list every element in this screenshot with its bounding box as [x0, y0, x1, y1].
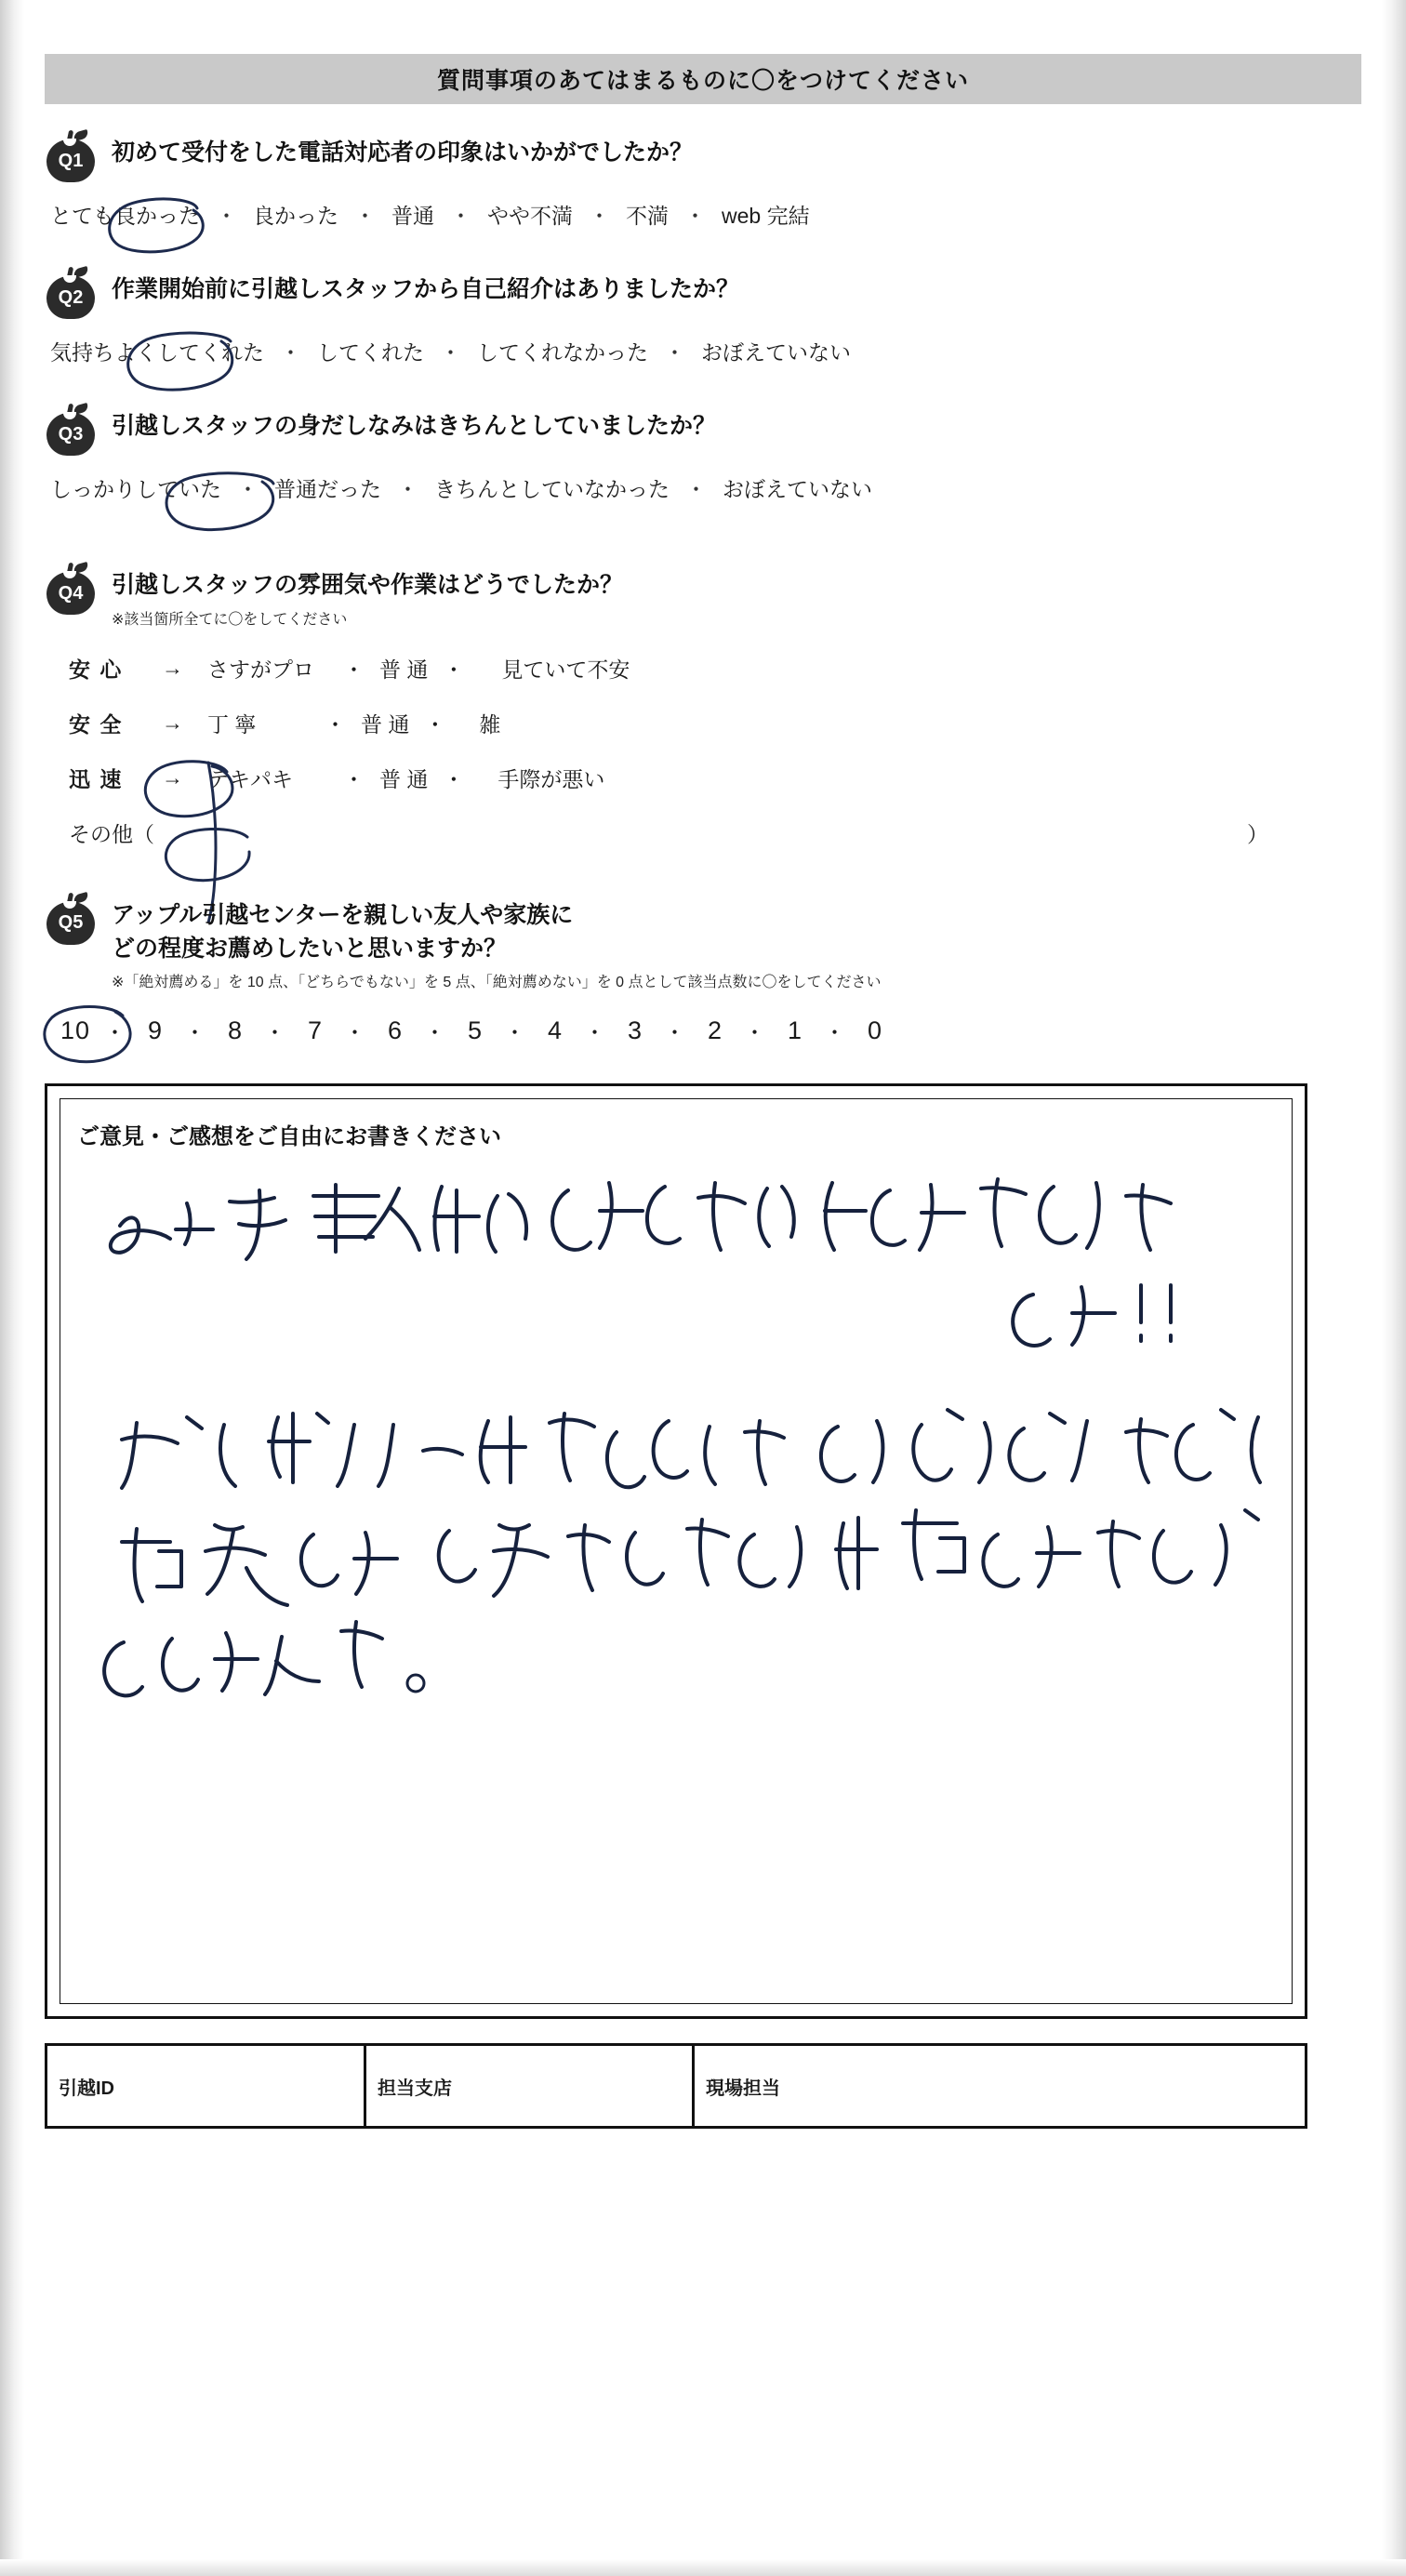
matrix-label-anzen: 安 全	[69, 711, 124, 737]
matrix-option-anshin-2[interactable]: 見ていて不安	[501, 657, 630, 682]
scan-edge-bottom	[0, 2559, 1406, 2576]
footer-id-label: 引越ID	[59, 2078, 114, 2099]
question-block-q1	[45, 136, 1361, 230]
score-scale-q5: 10 ・ 9 ・ 8 ・ 7 ・ 6 ・ 5 ・ 4 ・ 3 ・ 2 ・ 1 ・ 0	[60, 1016, 1361, 1046]
question-number-q5: Q5	[58, 912, 84, 934]
question-block-q3	[45, 409, 1361, 503]
question-note-q4: ※該当箇所全てに〇をしてください	[112, 611, 348, 628]
arrow-icon: →	[162, 710, 183, 735]
question-number-q2: Q2	[58, 286, 84, 308]
score-option-7[interactable]: 7	[307, 1016, 324, 1045]
footer-staff-label: 現場担当	[706, 2078, 780, 2099]
arrow-icon: →	[162, 764, 183, 790]
matrix-option-anshin-1[interactable]: 普 通	[379, 657, 429, 682]
option-q2-3[interactable]: おぼえていない	[701, 340, 851, 365]
question-text-q2: 作業開始前に引越しスタッフから自己紹介はありましたか？	[112, 276, 740, 302]
option-q3-2[interactable]: きちんとしていなかった	[434, 477, 670, 501]
question-text-q5-line1: アップル引越センターを親しい友人や家族に	[112, 901, 574, 928]
matrix-option-jinsoku-1[interactable]: 普 通	[379, 766, 429, 791]
question-block-q4	[45, 568, 1361, 848]
option-q1-5[interactable]: web 完結	[722, 204, 810, 228]
footer-branch-label: 担当支店	[378, 2078, 452, 2099]
arrow-icon: →	[162, 655, 183, 680]
option-q3-3[interactable]: おぼえていない	[723, 477, 872, 501]
score-option-8[interactable]: 8	[227, 1016, 244, 1045]
question-block-q5	[45, 898, 1361, 1047]
question-number-q4: Q4	[58, 582, 84, 604]
options-q2: 気持ちよくしてくれた ・ してくれた ・ してくれなかった ・ おぼえていない	[50, 336, 1361, 366]
option-q3-1[interactable]: 普通だった	[274, 477, 381, 501]
footer-staff-cell	[695, 2046, 1305, 2126]
matrix-label-jinsoku: 迅 速	[69, 766, 124, 791]
score-option-1[interactable]: 1	[787, 1016, 803, 1045]
matrix-row-anshin: 安 心 → さすがプロ ・ 普 通 ・ 見ていて不安	[69, 653, 1361, 684]
footer-table	[45, 2043, 1307, 2129]
matrix-label-anshin: 安 心	[69, 657, 124, 682]
apple-badge-icon	[45, 404, 97, 456]
matrix-row-jinsoku: 迅 速 → テキパキ ・ 普 通 ・ 手際が悪い	[69, 763, 1361, 793]
question-block-q2	[45, 272, 1361, 366]
question-text-q3: 引越しスタッフの身だしなみはきちんとしていましたか？	[112, 413, 717, 439]
option-q1-3[interactable]: やや不満	[487, 204, 573, 228]
options-q1: とても良かった ・ 良かった ・ 普通 ・ やや不満 ・ 不満 ・ web 完結	[50, 199, 1361, 230]
matrix-option-jinsoku-0[interactable]: テキパキ	[207, 766, 293, 791]
score-option-4[interactable]: 4	[547, 1016, 564, 1045]
score-option-5[interactable]: 5	[467, 1016, 484, 1045]
score-option-3[interactable]: 3	[627, 1016, 643, 1045]
survey-title: 質問事項のあてはまるものに〇をつけてください	[436, 68, 969, 94]
apple-badge-icon	[45, 893, 97, 945]
option-q2-0[interactable]: 気持ちよくしてくれた	[50, 340, 264, 365]
matrix-q4	[69, 653, 1361, 793]
score-option-0[interactable]: 0	[867, 1016, 883, 1045]
option-q3-0[interactable]: しっかりしていた	[50, 477, 221, 501]
question-text-q1: 初めて受付をした電話対応者の印象はいかがでしたか？	[112, 139, 694, 166]
option-q2-1[interactable]: してくれた	[317, 340, 424, 365]
matrix-option-anshin-0[interactable]: さすがプロ	[207, 657, 314, 682]
question-number-q1: Q1	[58, 150, 84, 171]
footer-id-cell	[47, 2046, 364, 2126]
matrix-option-anzen-1[interactable]: 普 通	[361, 711, 410, 737]
option-q1-2[interactable]: 普通	[391, 204, 434, 228]
score-option-6[interactable]: 6	[387, 1016, 404, 1045]
matrix-option-anzen-0[interactable]: 丁 寧	[207, 711, 257, 737]
matrix-option-anzen-2[interactable]: 雑	[479, 711, 501, 737]
option-q1-0[interactable]: とても良かった	[50, 204, 200, 228]
matrix-row-anzen: 安 全 → 丁 寧 ・ 普 通 ・ 雑	[69, 708, 1361, 738]
options-q3: しっかりしていた ・ 普通だった ・ きちんとしていなかった ・ おぼえていない	[50, 472, 1361, 503]
comment-box	[45, 1083, 1307, 2019]
comment-box-inner-border	[60, 1098, 1293, 2004]
apple-badge-icon	[45, 130, 97, 182]
other-close: ）	[1247, 821, 1268, 846]
question-number-q3: Q3	[58, 423, 84, 445]
option-q1-4[interactable]: 不満	[626, 204, 669, 228]
comment-box-title: ご意見・ご感想をご自由にお書きください	[77, 1124, 501, 1150]
matrix-option-jinsoku-2[interactable]: 手際が悪い	[497, 766, 605, 791]
survey-header-band	[45, 54, 1361, 104]
score-option-10[interactable]: 10	[60, 1016, 91, 1045]
score-option-2[interactable]: 2	[707, 1016, 723, 1045]
apple-badge-icon	[45, 267, 97, 319]
footer-branch-cell	[366, 2046, 692, 2126]
option-q1-1[interactable]: 良かった	[253, 204, 338, 228]
question-note-q5: ※「絶対薦める」を 10 点、「どちらでもない」を 5 点、「絶対薦めない」を 0 点として該当点数に〇をしてください	[112, 975, 882, 991]
apple-badge-icon	[45, 563, 97, 615]
score-option-9[interactable]: 9	[147, 1016, 164, 1045]
other-row-q4	[69, 817, 1268, 848]
other-label: その他（	[69, 821, 154, 846]
question-text-q5-line2: どの程度お薦めしたいと思いますか？	[112, 935, 508, 962]
question-text-q4: 引越しスタッフの雰囲気や作業はどうでしたか？	[112, 572, 624, 598]
option-q2-2[interactable]: してくれなかった	[477, 340, 648, 365]
